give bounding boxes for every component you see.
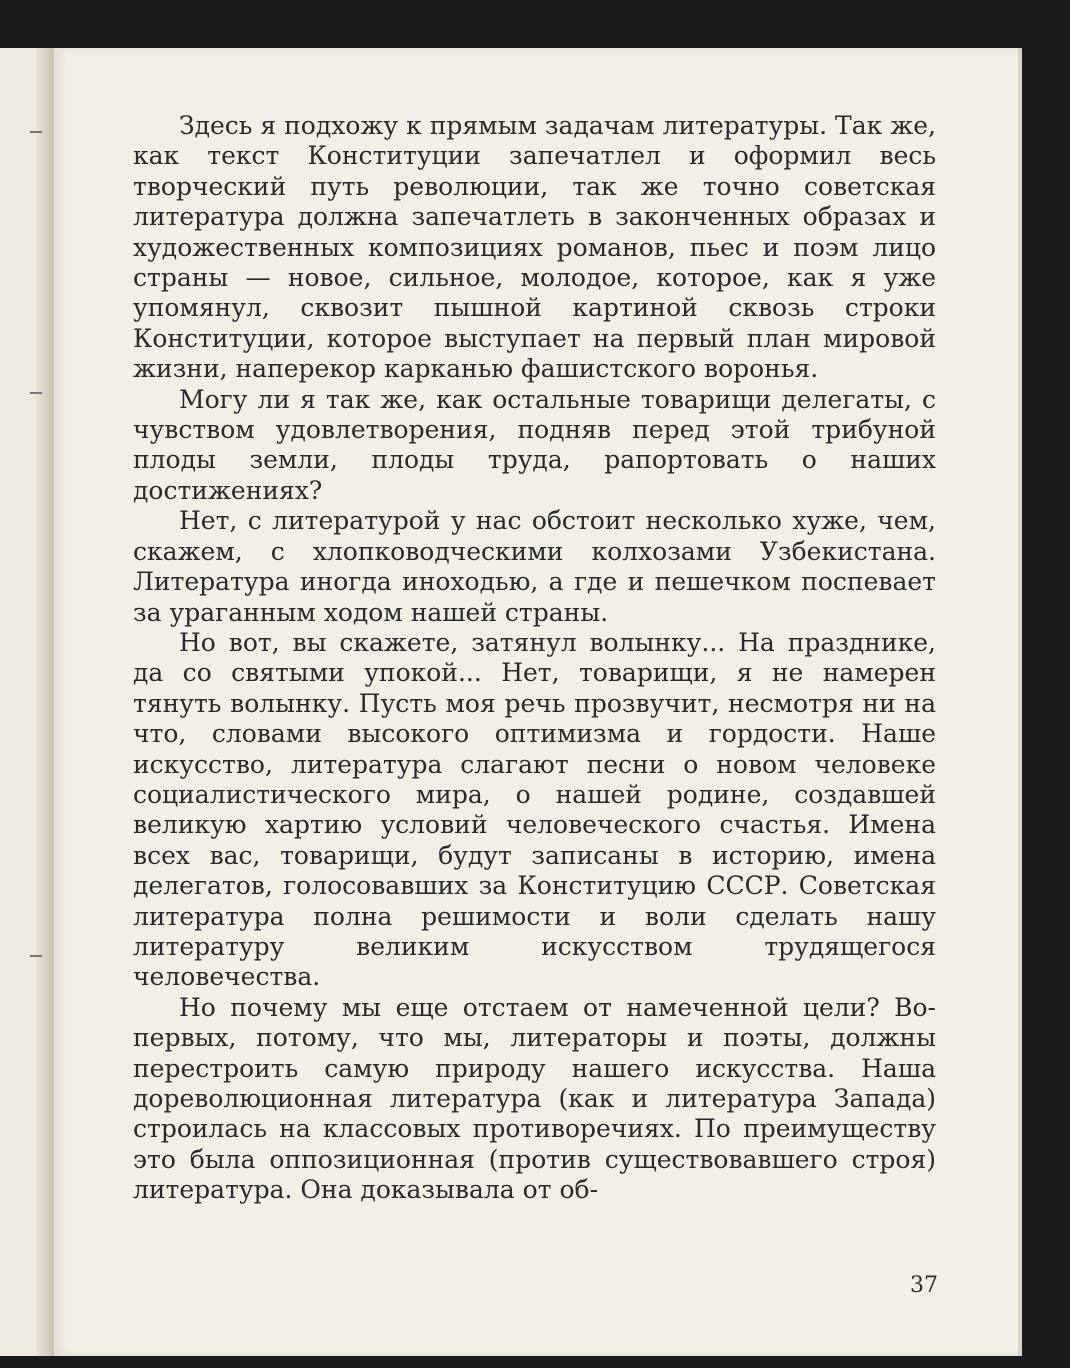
paragraph: Но почему мы еще отстаем от намеченной цели? Во-первых, потому, что мы, литераторы и поэты, должны перестроить самую природу нашего искусства. Наша дореволюционная литература (как и литература Запада) строилась на классовых противоречиях. По преимуществу это была оппозиционная (против существовавшего строя) литература. Она доказывала от об- (133, 992, 936, 1205)
page-edge (1018, 48, 1022, 1356)
book-spine-shadow (36, 48, 54, 1356)
page-number: 37 (910, 1273, 938, 1298)
paragraph: Могу ли я так же, как остальные товарищи делегаты, с чувством удовлетворения, подняв перед этой трибуной плоды земли, плоды труда, рапортовать о наших достижениях? (133, 384, 936, 505)
page-text (133, 111, 936, 1206)
margin-mark (30, 955, 42, 957)
paragraph: Здесь я подхожу к прямым задачам литературы. Так же, как текст Конституции запечатлел и оформил весь творческий путь революции, так же точно советская литература должна запечатлеть в законченных образах и художественных композициях романов, пьес и поэм лицо страны — новое, сильное, молодое, которое, как я уже упомянул, сквозит пышной картиной сквозь строки Конституции, которое выступает на первый план мировой жизни, наперекор карканью фашистского воронья. (133, 111, 936, 384)
margin-mark (30, 131, 42, 133)
paragraph: Нет, с литературой у нас обстоит несколько хуже, чем, скажем, с хлопководческими колхозами Узбекистана. Литература иногда иноходью, а где и пешечком поспевает за ураганным ходом нашей страны. (133, 506, 936, 627)
paragraph: Но вот, вы скажете, затянул волынку... На празднике, да со святыми упокой... Нет, товарищи, я не намерен тянуть волынку. Пусть моя речь прозвучит, несмотря ни на что, словами высокого оптимизма и гордости. Наше искусство, литература слагают песни о новом человеке социалистического мира, о нашей родине, создавшей великую хартию условий человеческого счастья. Имена всех вас, товарищи, будут записаны в историю, имена делегатов, голосовавших за Конституцию СССР. Советская литература полна решимости и воли сделать нашу литературу великим искусством трудящегося человечества. (133, 627, 936, 992)
margin-mark (30, 392, 42, 394)
